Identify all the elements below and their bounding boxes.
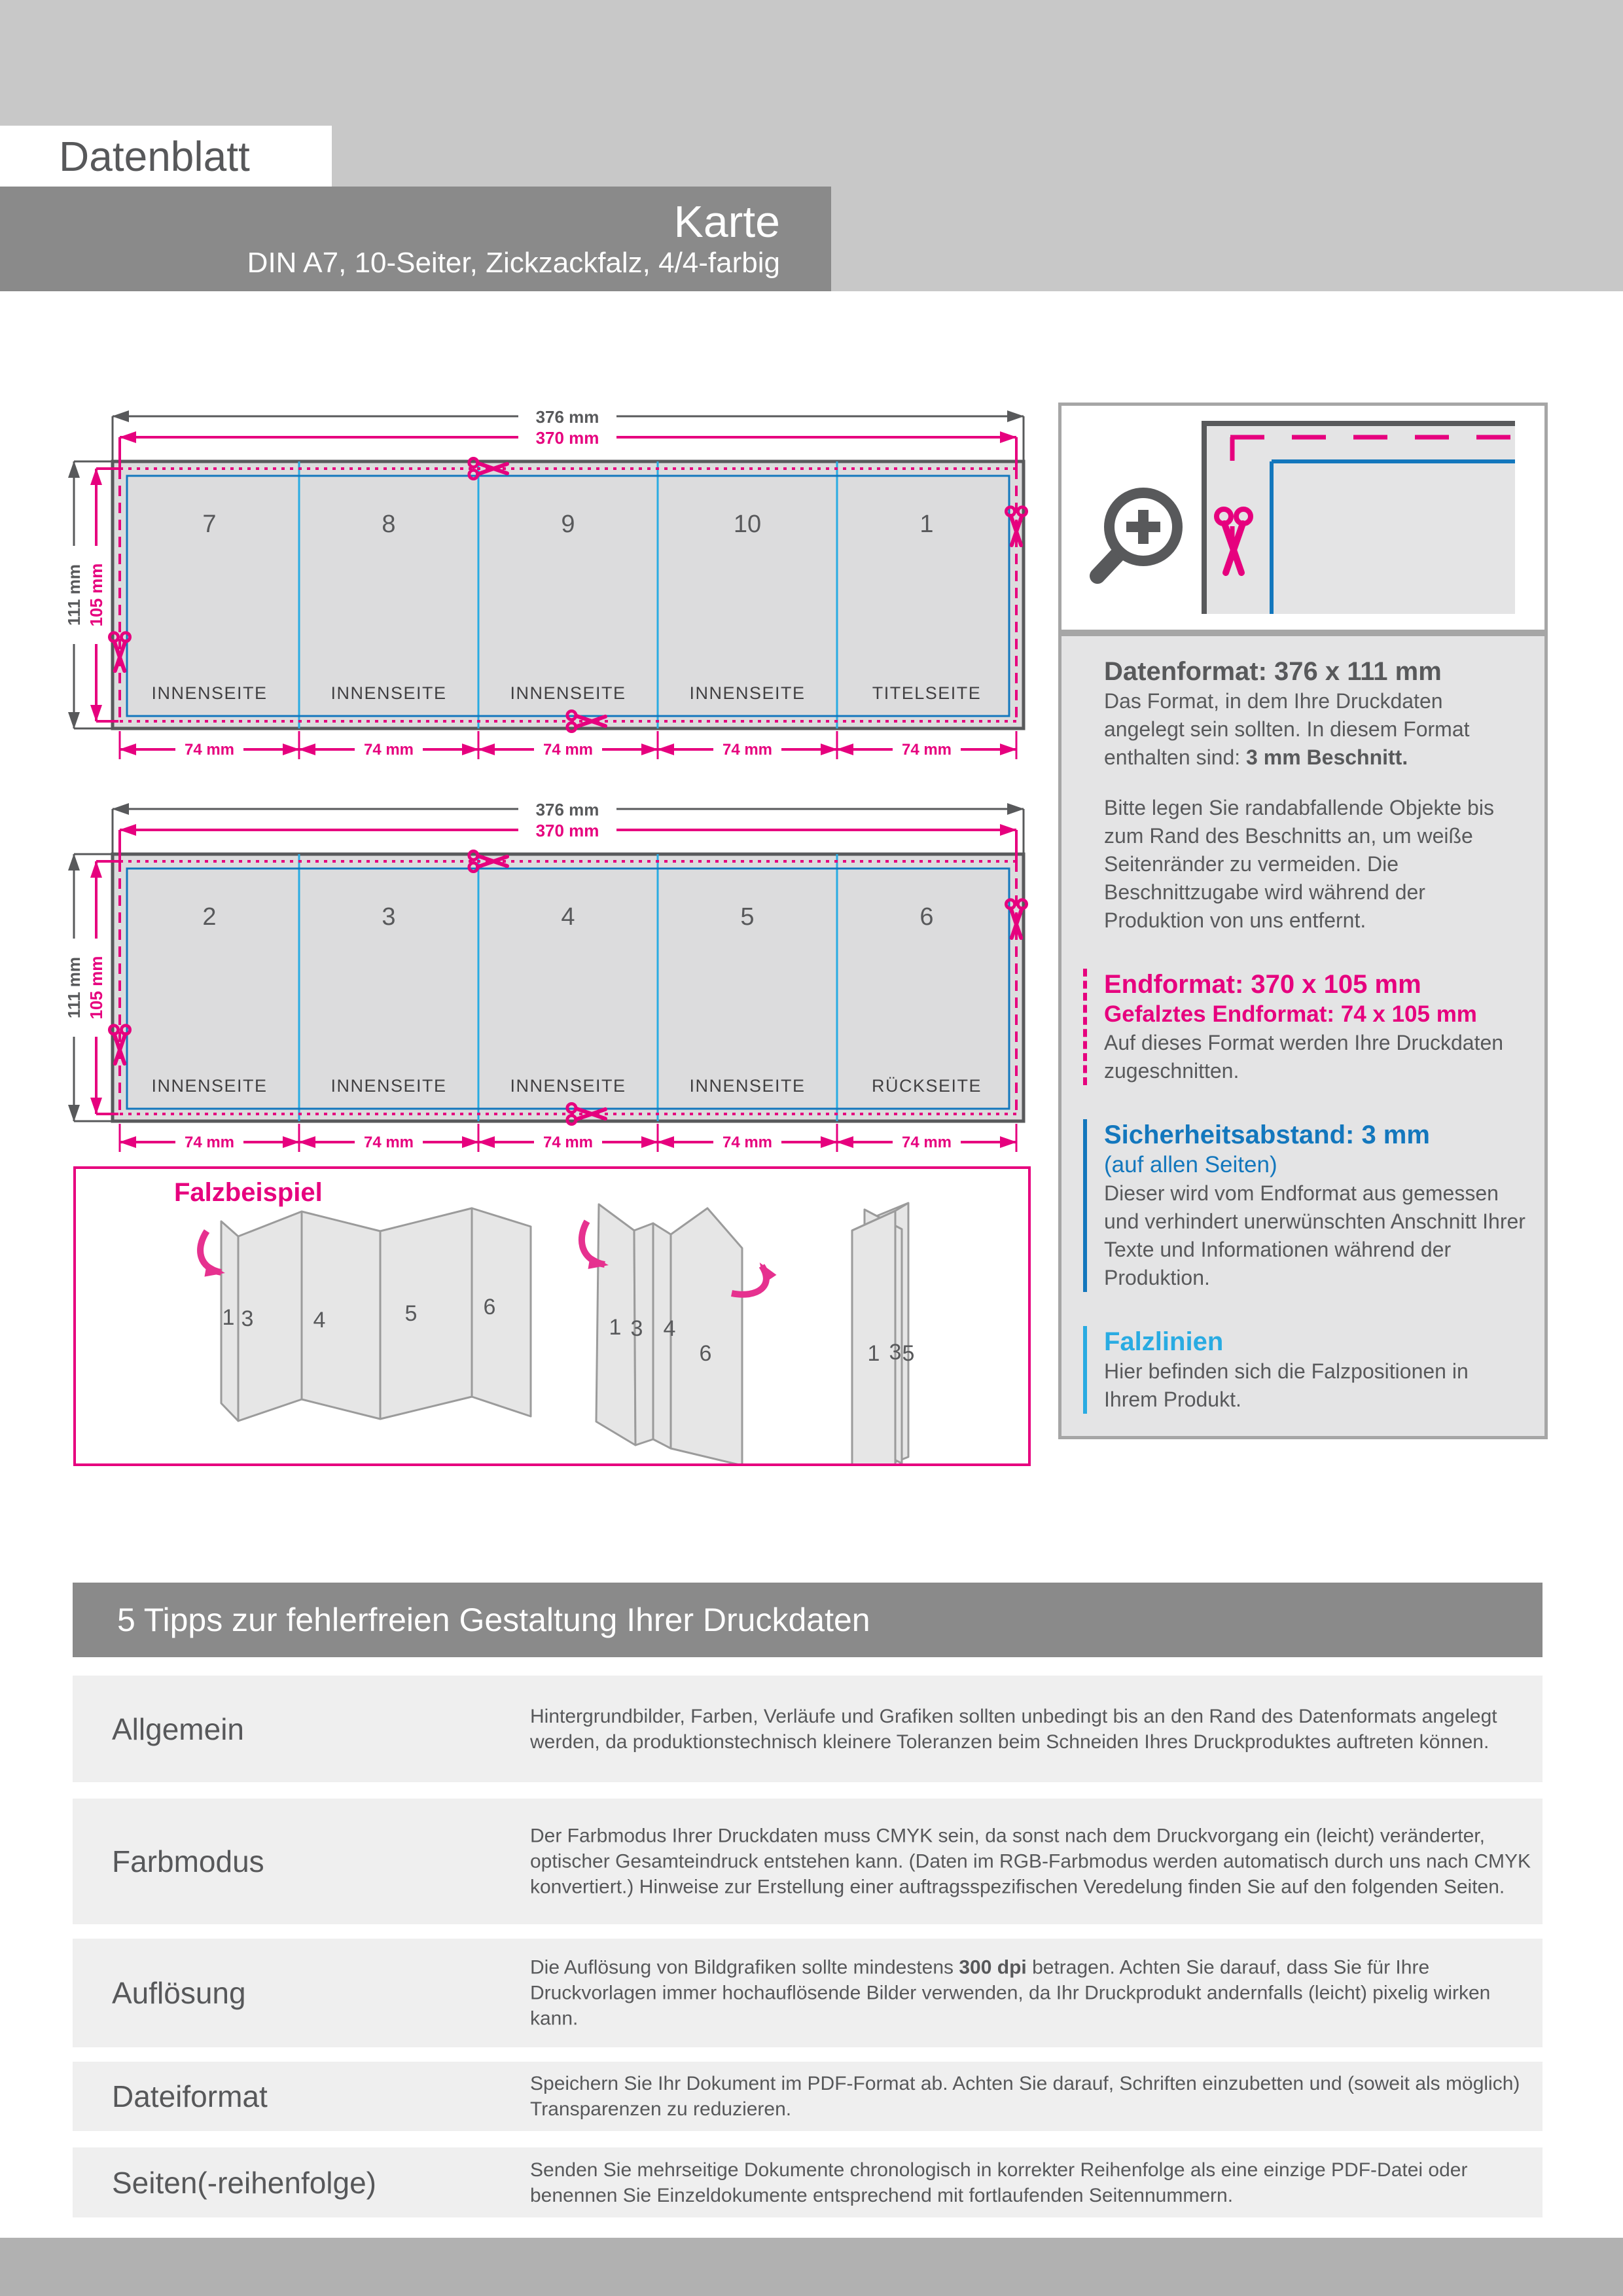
corner-detail-drawing: [1061, 406, 1544, 630]
tip-label: Auflösung: [112, 1976, 246, 2010]
svg-text:74 mm: 74 mm: [901, 741, 952, 759]
tip-text-bold: 300 dpi: [959, 1956, 1027, 1979]
dim-105-label: 105 mm: [86, 563, 106, 627]
tip-row-dateiformat: [73, 2062, 1543, 2131]
svg-text:RÜCKSEITE: RÜCKSEITE: [871, 1076, 982, 1096]
dim-111-label: 111 mm: [64, 564, 84, 626]
dim-376-label: 376 mm: [535, 407, 599, 427]
svg-text:74 mm: 74 mm: [184, 741, 235, 759]
datenformat-section: [1104, 656, 1526, 772]
svg-text:4: 4: [561, 903, 575, 931]
tip-text: Speichern Sie Ihr Dokument im PDF-Format ab. Achten Sie darauf, Schriften einzubetten und (soweit als möglich) Transparenzen zu reduzieren.: [530, 2073, 1520, 2120]
fold-example-box: [73, 1166, 1031, 1466]
svg-text:INNENSEITE: INNENSEITE: [510, 683, 626, 703]
tip-text: Der Farbmodus Ihrer Druckdaten muss CMYK sein, da sonst nach dem Druckvorgang ein (leicht) veränderter, optischer Gesamteindruck entstehen kann. (Daten im RGB-Farbmodus werden automatisch durch uns nach CMYK konvertiert.) Hinweise zur Erstellung einer auftragsspezifischen Veredelung finden Sie auf den folgenden Seiten.: [530, 1825, 1531, 1898]
tips-title: 5 Tipps zur fehlerfreien Gestaltung Ihrer Druckdaten: [117, 1602, 870, 1638]
tip-text-post: betragen. Achten Sie darauf, dass Sie für Ihre Druckvorlagen immer hochauflösende Bilder verwenden, da Ihr Druckprodukt andernfalls (leicht) pixelig wirken kann.: [530, 1956, 1491, 2030]
svg-text:74 mm: 74 mm: [901, 1134, 952, 1151]
svg-text:1: 1: [609, 1315, 622, 1340]
product-title: Karte: [673, 197, 780, 247]
datenformat-heading: Datenformat: 376 x 111 mm: [1104, 657, 1442, 686]
tip-text-pre: Die Auflösung von Bildgrafiken sollte mindestens: [530, 1956, 959, 1979]
svg-text:74 mm: 74 mm: [184, 1134, 235, 1151]
svg-text:5: 5: [404, 1301, 418, 1326]
dim-370-label: 370 mm: [535, 428, 599, 448]
dim-370-label: 370 mm: [535, 821, 599, 840]
svg-text:5: 5: [902, 1341, 915, 1366]
dim-105-label: 105 mm: [86, 956, 106, 1020]
safety-heading: Sicherheitsabstand: 3 mm: [1104, 1121, 1430, 1149]
svg-text:INNENSEITE: INNENSEITE: [151, 683, 268, 703]
tip-text: Hintergrundbilder, Farben, Verläufe und Grafiken sollten unbedingt bis an den Rand des Datenformats angelegt werden, da produktionstechnisch kleinere Toleranzen beim Schneiden Ihres Druckproduktes auftreten können.: [530, 1705, 1497, 1753]
svg-text:6: 6: [699, 1341, 712, 1366]
svg-text:INNENSEITE: INNENSEITE: [330, 1076, 447, 1096]
svg-text:4: 4: [313, 1308, 326, 1333]
svg-text:INNENSEITE: INNENSEITE: [151, 1076, 268, 1096]
endformat-section: [1083, 969, 1526, 1085]
svg-text:74 mm: 74 mm: [543, 1134, 594, 1151]
svg-text:3: 3: [630, 1316, 643, 1341]
datenformat-body: Das Format, in dem Ihre Druckdaten angelegt sein sollten. In diesem Format enthalten sind:: [1104, 689, 1470, 769]
svg-text:INNENSEITE: INNENSEITE: [510, 1076, 626, 1096]
svg-text:8: 8: [382, 511, 396, 538]
datenformat-body-bold: 3 mm Beschnitt.: [1246, 745, 1408, 769]
svg-text:3: 3: [382, 903, 396, 931]
product-subtitle: DIN A7, 10-Seiter, Zickzackfalz, 4/4-farbig: [247, 247, 780, 279]
safety-subheading: (auf allen Seiten): [1104, 1152, 1277, 1177]
endformat-body: Auf dieses Format werden Ihre Druckdaten zugeschnitten.: [1104, 1031, 1504, 1083]
bleed-note: Bitte legen Sie randabfallende Objekte bis zum Rand des Beschnitts an, um weiße Seitenränder zu vermeiden. Die Beschnittzugabe wird während der Produktion von uns entfernt.: [1104, 796, 1494, 932]
svg-text:4: 4: [663, 1316, 676, 1341]
tip-row-farbmodus: [73, 1799, 1543, 1924]
product-title-bar: [0, 187, 831, 291]
endformat-heading: Endformat: 370 x 105 mm: [1104, 970, 1421, 999]
svg-text:74 mm: 74 mm: [543, 741, 594, 759]
tip-label: Allgemein: [112, 1712, 244, 1746]
tip-row-seitenreihenfolge: [73, 2147, 1543, 2217]
svg-text:1: 1: [222, 1305, 235, 1330]
doc-label: Datenblatt: [59, 132, 250, 180]
tip-row-aufloesung: [73, 1939, 1543, 2047]
fold-stage-3-numbers: [868, 1340, 915, 1366]
tip-label: Seiten(-reihenfolge): [112, 2165, 377, 2200]
fold-stage-3: [852, 1203, 908, 1463]
dim-376-label: 376 mm: [535, 800, 599, 819]
svg-text:INNENSEITE: INNENSEITE: [689, 683, 806, 703]
layout-diagram-back: [52, 785, 1034, 1165]
detail-zoom-box: [1058, 403, 1548, 633]
svg-text:INNENSEITE: INNENSEITE: [330, 683, 447, 703]
svg-text:1: 1: [867, 1341, 880, 1366]
footer-bar: [0, 2238, 1623, 2296]
svg-text:74 mm: 74 mm: [722, 741, 773, 759]
svg-text:10: 10: [733, 511, 762, 538]
svg-text:TITELSEITE: TITELSEITE: [872, 683, 982, 703]
svg-text:9: 9: [561, 511, 575, 538]
tip-label: Farbmodus: [112, 1844, 264, 1878]
svg-text:3: 3: [241, 1306, 254, 1331]
fold-arrow-1: [200, 1231, 221, 1272]
tip-text: [530, 1955, 1531, 2032]
svg-text:5: 5: [740, 903, 755, 931]
tip-label: Dateiformat: [112, 2079, 268, 2113]
svg-text:74 mm: 74 mm: [722, 1134, 773, 1151]
svg-text:74 mm: 74 mm: [363, 1134, 414, 1151]
svg-text:7: 7: [202, 511, 217, 538]
endformat-subheading: Gefalztes Endformat: 74 x 105 mm: [1104, 1001, 1477, 1027]
falzlinien-section: [1083, 1326, 1526, 1414]
dim-111-label: 111 mm: [64, 957, 84, 1018]
tips-header-bar: [73, 1583, 1543, 1657]
falzlinien-body: Hier befinden sich die Falzpositionen in Ihrem Produkt.: [1104, 1359, 1469, 1411]
fold-example-title: Falzbeispiel: [174, 1178, 323, 1207]
tip-row-allgemein: [73, 1676, 1543, 1782]
datenblatt-box: [0, 126, 332, 187]
safety-body: Dieser wird vom Endformat aus gemessen und verhindert unerwünschten Anschnitt Ihrer Texte und Informationen während der Produktion.: [1104, 1181, 1525, 1289]
svg-text:1: 1: [919, 511, 934, 538]
svg-text:74 mm: 74 mm: [363, 741, 414, 759]
layout-diagram-front: [52, 393, 1034, 772]
format-info-panel: [1058, 633, 1548, 1439]
fold-example-drawing: [76, 1169, 1028, 1463]
svg-text:3: 3: [889, 1340, 902, 1365]
svg-text:6: 6: [919, 903, 934, 931]
svg-text:2: 2: [202, 903, 217, 931]
tip-text: Senden Sie mehrseitige Dokumente chronologisch in korrekter Reihenfolge als eine einzige PDF-Datei oder benennen Sie Einzeldokumente entsprechend mit fortlaufenden Seitennummern.: [530, 2159, 1468, 2206]
svg-text:6: 6: [483, 1295, 496, 1319]
safety-section: [1083, 1119, 1526, 1292]
svg-text:INNENSEITE: INNENSEITE: [689, 1076, 806, 1096]
magnifier-plus-icon: [1097, 493, 1177, 576]
falzlinien-heading: Falzlinien: [1104, 1327, 1224, 1356]
